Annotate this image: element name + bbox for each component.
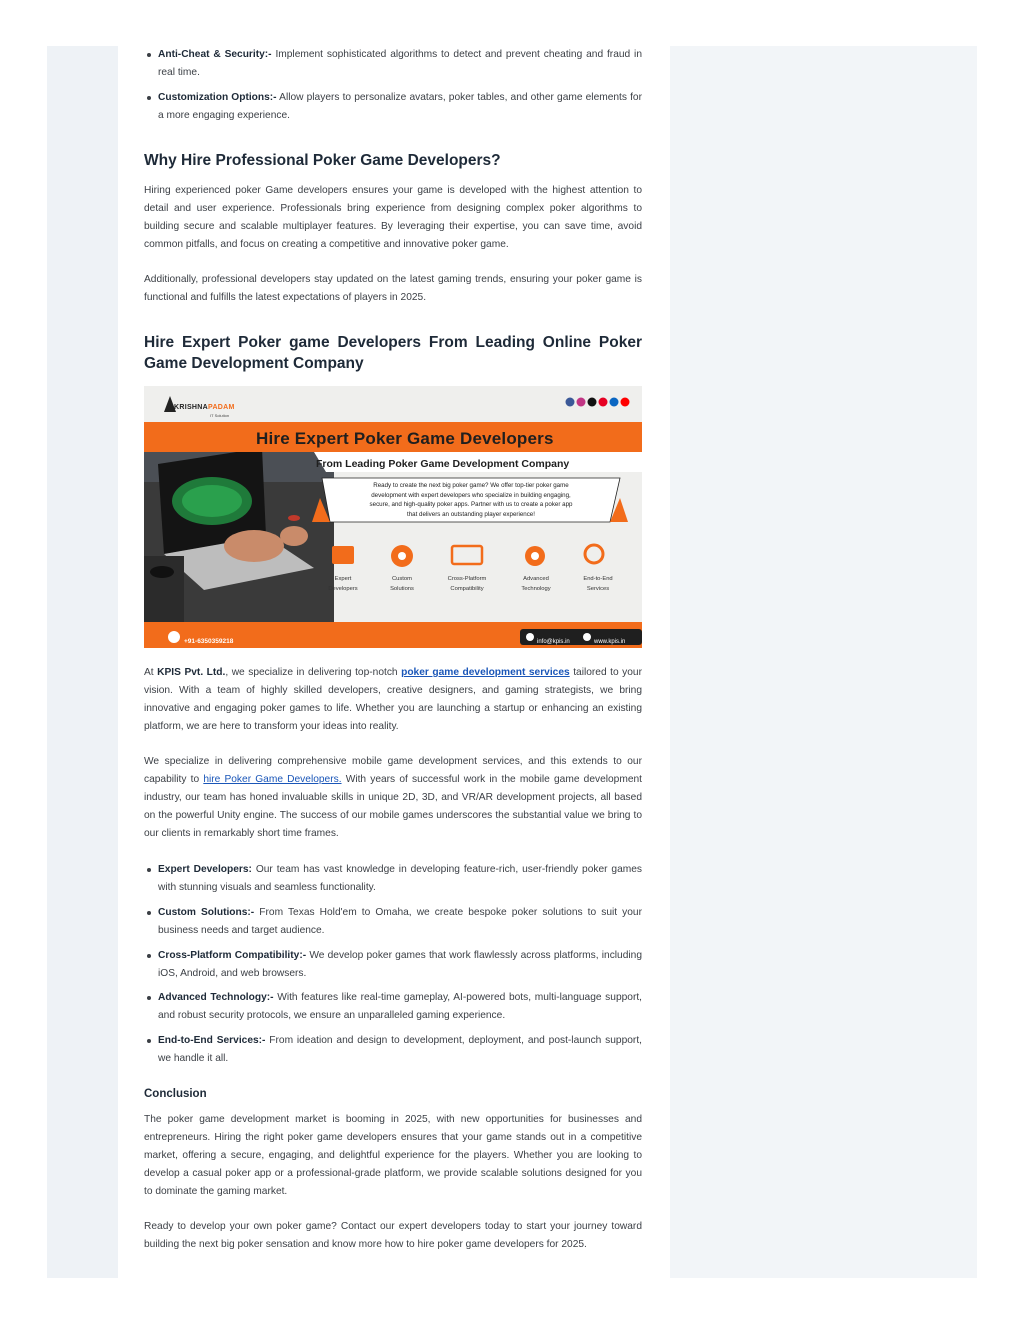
list-item-title: Cross-Platform Compatibility:- <box>158 950 307 961</box>
banner-website: www.kpis.in <box>594 639 626 645</box>
text-span: We specialize in delivering comprehensive mobile game development services, and this extends to our capability to <box>144 756 642 785</box>
heading-hire-expert: Hire Expert Poker game Developers From Leading Online Poker Game Development Company <box>144 334 642 372</box>
feature-label: Compatibility <box>450 585 484 592</box>
feature-label: Expert <box>334 576 352 582</box>
logo-text: KRISHNAPADAM <box>174 404 235 411</box>
blurb-line: secure, and high-quality poker apps. Partner with us to create a poker app <box>369 501 573 508</box>
paragraph-why-1: Hiring experienced poker Game developers ensures your game is developed with the highest attention to detail and user experience. Professionals bring experience from designing complex poker algorithms to building secure and scalable multiplayer features. By leveraging their expertise, you can save time, avoid common pitfalls, and focus on creating a competitive and innovative poker game. <box>144 185 642 250</box>
feature-advanced <box>508 575 564 594</box>
text-span: , we specialize in delivering top-notch <box>225 667 402 678</box>
heading-why-hire: Why Hire Professional Poker Game Developers? <box>144 152 501 169</box>
link-poker-dev-services[interactable]: poker game development services <box>401 667 570 678</box>
banner-phone: +91-6350359218 <box>184 638 234 645</box>
list-item-text: Implement sophisticated algorithms to detect and prevent cheating and fraud in real time. <box>158 49 642 78</box>
paragraph-kpis <box>144 664 642 736</box>
social-icon-youtube[interactable] <box>620 397 630 407</box>
hero-banner-image <box>144 386 642 648</box>
feature-end-to-end <box>570 575 626 594</box>
banner-email: info@kpis.in <box>537 639 570 645</box>
text-span: With years of successful work in the mobile game development industry, our team has honed invaluable skills in unique 2D, 3D, and VR/AR development projects, all based on the powerful Unity engine. The success of our mobile games underscores the substantial value we bring to our clients in remarkably short time frames. <box>144 774 642 839</box>
feature-custom <box>377 575 427 594</box>
feature-label: Cross-Platform <box>447 576 487 582</box>
list-item-title: Customization Options:- <box>158 92 277 103</box>
company-name: KPIS Pvt. Ltd. <box>157 667 226 678</box>
list-item-text: From Texas Hold'em to Omaha, we create bespoke poker solutions to suit your business needs and target audience. <box>158 907 642 936</box>
social-icon-pinterest[interactable] <box>598 397 608 407</box>
feature-label: Advanced <box>523 576 549 582</box>
banner-headline: Hire Expert Poker Game Developers <box>256 429 554 448</box>
list-item <box>144 861 642 897</box>
social-icon-facebook[interactable] <box>565 397 575 407</box>
social-icon-x[interactable] <box>587 397 597 407</box>
list-item <box>144 1032 642 1068</box>
feature-label: Developers <box>328 585 358 592</box>
paragraph-conclusion-1: The poker game development market is booming in 2025, with new opportunities for businesses and entrepreneurs. Hiring the right poker game developers ensures that your game stands out in a competitive market, offering a secure, engaging, and delightful experience for the players. Whether you are looking to develop a casual poker app or a professional-grade platform, we provide scalable solutions designed for you to dominate the gaming market. <box>144 1114 642 1197</box>
list-item-text: Allow players to personalize avatars, poker tables, and other game elements for a more engaging experience. <box>158 92 642 121</box>
feature-label: Technology <box>521 585 551 592</box>
list-item-text: With features like real-time gameplay, AI-powered bots, multi-language support, and robust security protocols, we ensure an unparalleled gaming experience. <box>158 992 642 1021</box>
email-icon <box>526 633 534 641</box>
heading-conclusion: Conclusion <box>144 1088 207 1100</box>
feature-label: Services <box>586 585 610 592</box>
blurb-line: development with expert developers who specialize in building engaging, <box>371 491 571 499</box>
paragraph-why-2: Additionally, professional developers stay updated on the latest gaming trends, ensuring your poker game is functional and fulfills the latest expectations of players in 2025. <box>144 274 642 303</box>
text-span: tailored to your vision. With a team of highly skilled developers, creative designers, and gaming strategists, we bring innovative and engaging poker games to life. Whether you are launching a startup or enhancing an existing platform, we are here to transform your ideas into reality. <box>144 667 642 732</box>
list-item <box>144 947 642 983</box>
phone-icon <box>170 632 178 640</box>
social-icon-instagram[interactable] <box>576 397 586 407</box>
paragraph-mobile <box>144 753 642 843</box>
text-span: At <box>144 667 158 678</box>
list-item-title: End-to-End Services:- <box>158 1035 266 1046</box>
banner-blurb <box>330 481 612 519</box>
list-item-title: Custom Solutions:- <box>158 907 255 918</box>
list-item-text: Our team has vast knowledge in developing feature-rich, user-friendly poker games with stunning visuals and seamless functionality. <box>158 864 642 893</box>
list-item <box>144 89 642 125</box>
feature-expert <box>318 575 368 594</box>
feature-cross-platform <box>434 575 500 594</box>
list-item <box>144 904 642 940</box>
feature-label: Solutions <box>390 585 414 592</box>
list-item-text: From ideation and design to development, deployment, and post-launch support, we handle it all. <box>158 1035 642 1064</box>
sidebar-panel <box>670 46 977 1278</box>
list-item-title: Expert Developers: <box>158 864 252 875</box>
list-item-title: Anti-Cheat & Security:- <box>158 49 272 60</box>
list-item <box>144 989 642 1025</box>
paragraph-conclusion-2: Ready to develop your own poker game? Contact our expert developers today to start your journey toward building the next big poker sensation and know more how to hire poker game developers for 2025. <box>144 1221 642 1250</box>
blurb-line: that delivers an outstanding player experience! <box>407 510 535 518</box>
blurb-line: Ready to create the next big poker game? We offer top-tier poker game <box>373 482 569 489</box>
banner-subheadline: From Leading Poker Game Development Company <box>316 458 570 470</box>
list-item-title: Advanced Technology:- <box>158 992 274 1003</box>
list-item <box>144 46 642 82</box>
social-icon-linkedin[interactable] <box>609 397 619 407</box>
globe-icon <box>583 633 591 641</box>
link-hire-poker-developers[interactable]: hire Poker Game Developers. <box>203 774 342 785</box>
logo-subtext: IT Solution <box>210 413 230 418</box>
feature-label: End-to-End <box>583 576 613 582</box>
list-item-text: We develop poker games that work flawlessly across platforms, including iOS, Android, and web browsers. <box>158 950 642 979</box>
feature-label: Custom <box>392 576 412 582</box>
